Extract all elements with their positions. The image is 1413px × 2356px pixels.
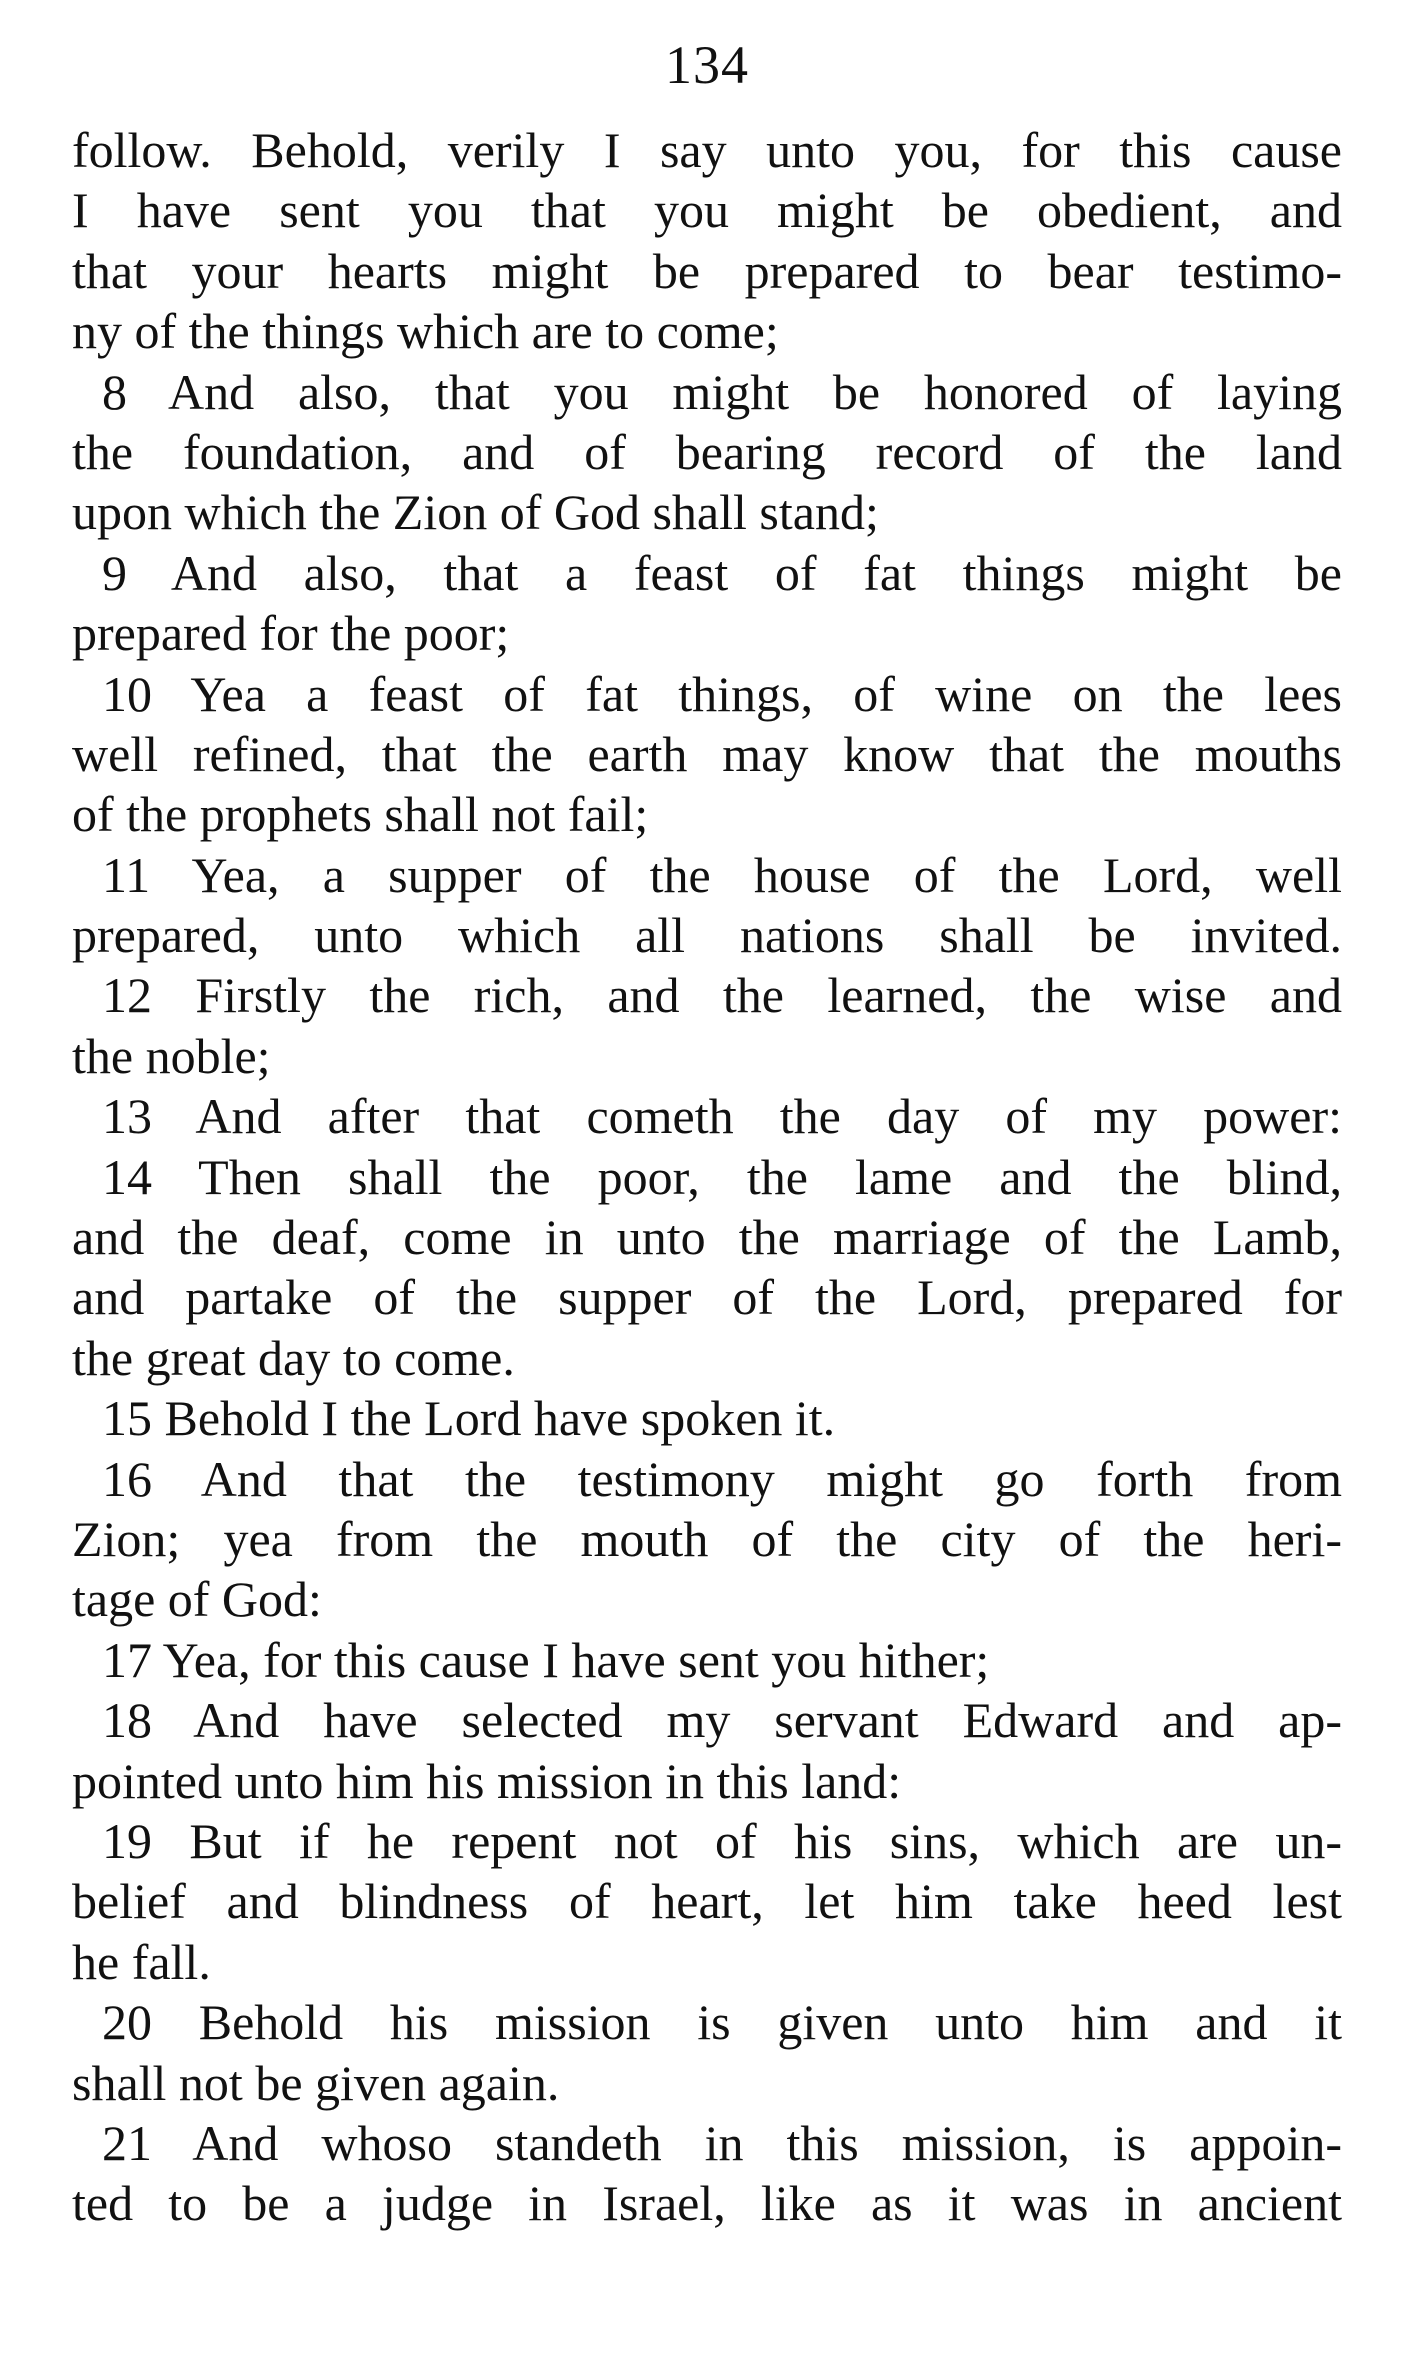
body-text: [72, 120, 1342, 2234]
text-line: the foundation, and of bearing record of the land: [72, 423, 1342, 480]
text-line: 16 And that the testimony might go forth from: [102, 1450, 1342, 1507]
text-line: 11 Yea, a supper of the house of the Lord, well: [102, 846, 1342, 903]
text-line: and partake of the supper of the Lord, prepared for: [72, 1269, 1342, 1326]
text-line: ny of the things which are to come;: [72, 303, 779, 360]
text-line: 15 Behold I the Lord have spoken it.: [102, 1390, 836, 1447]
text-line: I have sent you that you might be obedient, and: [72, 182, 1342, 239]
text-line: follow. Behold, verily I say unto you, for this cause: [72, 122, 1342, 178]
text-line: the great day to come.: [72, 1329, 515, 1386]
text-line: belief and blindness of heart, let him take heed lest: [72, 1873, 1342, 1930]
text-line: 20 Behold his mission is given unto him and it: [102, 1994, 1342, 2051]
text-line: 10 Yea a feast of fat things, of wine on the lees: [102, 665, 1342, 722]
text-line: 13 And after that cometh the day of my power:: [102, 1088, 1342, 1145]
text-line: tage of God:: [72, 1571, 322, 1628]
text-line: that your hearts might be prepared to bear testimo-: [72, 242, 1342, 299]
text-line: 19 But if he repent not of his sins, which are un-: [102, 1812, 1342, 1869]
text-line: pointed unto him his mission in this land:: [72, 1752, 902, 1809]
book-page: [72, 30, 1342, 2234]
text-line: well refined, that the earth may know that the mouths: [72, 725, 1342, 782]
text-line: 9 And also, that a feast of fat things might be: [102, 544, 1342, 601]
page-number: 134: [665, 35, 749, 95]
text-line: 18 And have selected my servant Edward and ap-: [102, 1692, 1342, 1749]
text-line: Zion; yea from the mouth of the city of the heri-: [72, 1510, 1342, 1567]
text-line: shall not be given again.: [72, 2054, 560, 2111]
text-line: prepared for the poor;: [72, 605, 510, 662]
text-line: 12 Firstly the rich, and the learned, the wise and: [102, 967, 1342, 1024]
text-line: the noble;: [72, 1027, 271, 1084]
text-line: 17 Yea, for this cause I have sent you hither;: [102, 1631, 990, 1688]
text-line: 8 And also, that you might be honored of laying: [102, 363, 1342, 420]
text-line: and the deaf, come in unto the marriage of the Lamb,: [72, 1209, 1342, 1266]
text-line: of the prophets shall not fail;: [72, 786, 649, 843]
text-line: ted to be a judge in Israel, like as it was in ancient: [72, 2175, 1342, 2232]
text-line: upon which the Zion of God shall stand;: [72, 484, 879, 541]
text-line: 21 And whoso standeth in this mission, is appoin-: [102, 2114, 1342, 2171]
text-line: 14 Then shall the poor, the lame and the blind,: [102, 1148, 1342, 1205]
text-line: he fall.: [72, 1933, 211, 1990]
text-line: prepared, unto which all nations shall be invited.: [72, 907, 1342, 964]
